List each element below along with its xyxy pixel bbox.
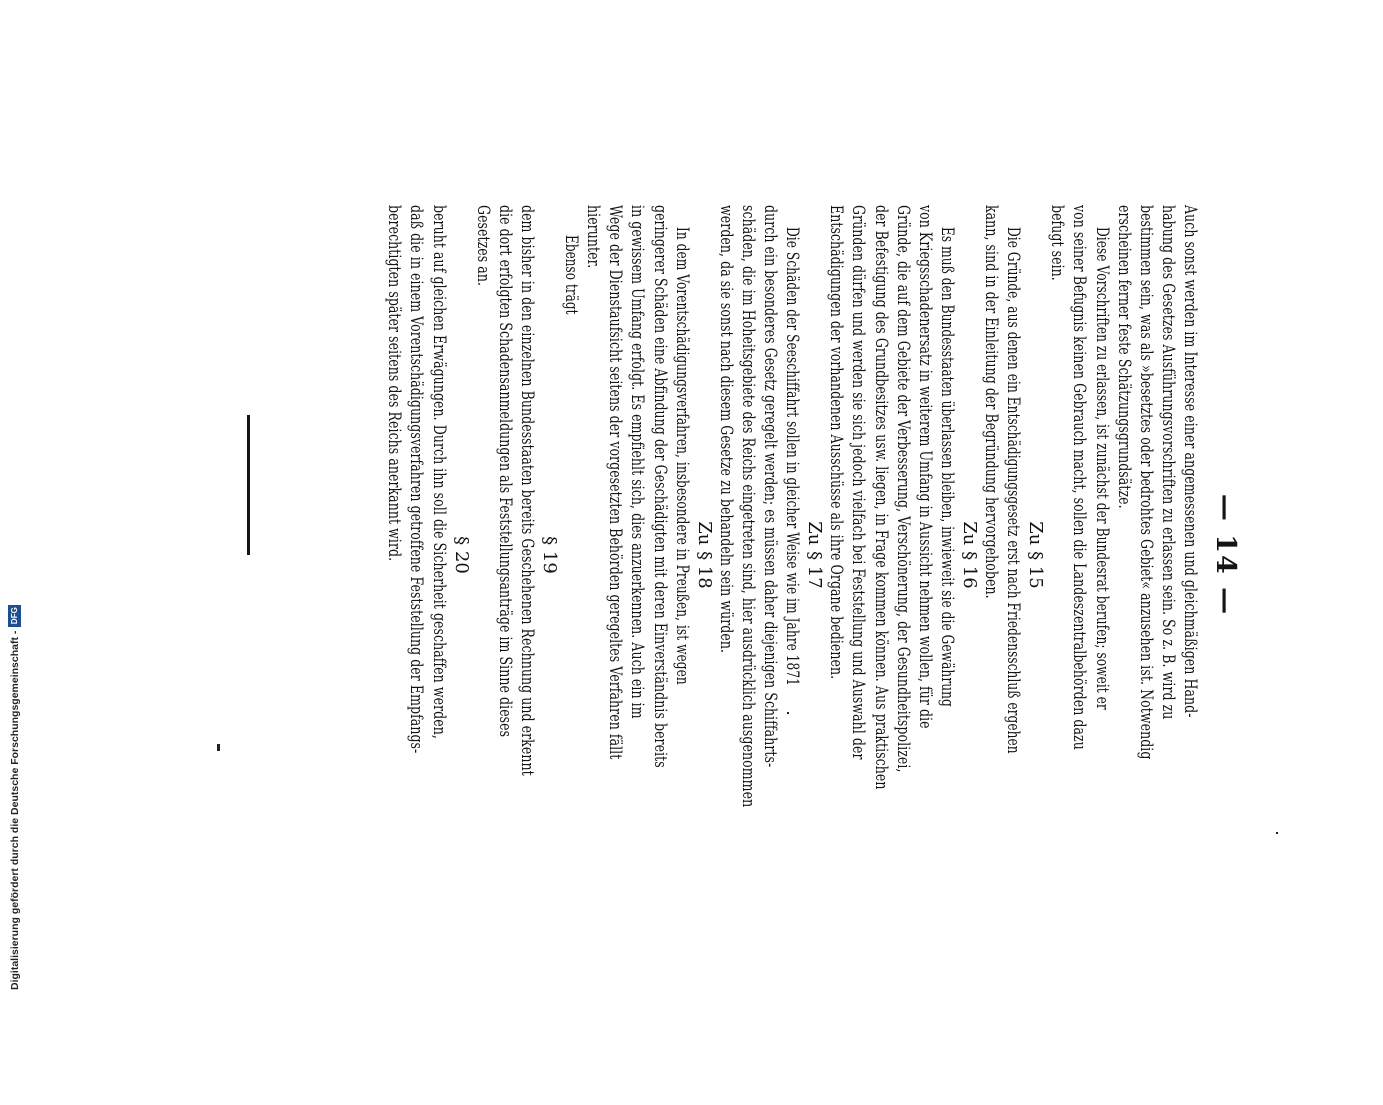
text-line: Diese Vorschriften zu erlassen, ist zunächst der Bundesrat berufen; soweit er bbox=[1091, 227, 1112, 710]
text-line: von Kriegsschadenersatz in weiterem Umfang in Aussicht nehmen wollen, für die bbox=[914, 205, 935, 729]
section-heading: Zu § 18 bbox=[693, 521, 715, 589]
text-line: Gesetzes an. bbox=[472, 205, 493, 287]
text-line: bestimmen sein, was als »besetztes oder bedrohtes Gebiet« anzusehen ist. Notwendig bbox=[1135, 205, 1156, 760]
rotated-text-body bbox=[241, 205, 1241, 1105]
scan-speck bbox=[787, 712, 789, 714]
text-line: habung des Gesetzes Ausführungsvorschriften zu erlassen sein. So z. B. wird zu bbox=[1157, 205, 1178, 720]
text-line: Gründe, die auf dem Gebiete der Verbesserung, Verschönerung, der Gesundheitspolizei, bbox=[892, 205, 913, 773]
text-line: Die Schäden der Seeschiffahrt sollen in gleicher Weise wie im Jahre 1871 bbox=[782, 227, 803, 686]
text-line: dem bisher in den einzelnen Bundesstaaten bereits Geschehenen Rechnung und erkennt bbox=[517, 205, 537, 776]
text-line: Auch sonst werden im Interesse einer angemessenen und gleichmäßigen Hand- bbox=[1180, 205, 1200, 718]
text-line: beruht auf gleichen Erwägungen. Durch ihn soll die Sicherheit geschaffen werden, bbox=[428, 205, 449, 739]
section-heading: Zu § 15 bbox=[1025, 521, 1047, 589]
dfg-logo: DFG bbox=[8, 605, 21, 627]
text-line: Entschädigungen der vorhandenen Ausschüsse als ihre Organe bedienen. bbox=[826, 205, 847, 680]
text-line: von seiner Befugnis keinen Gebrauch macht, sollen die Landeszentralbehörden dazu bbox=[1069, 205, 1090, 750]
text-line: Gründen dürfen und werden sie sich jedoch vielfach bei Feststellung und Auswahl der bbox=[848, 205, 869, 760]
text-line: hierunter. bbox=[583, 205, 604, 269]
scan-speck bbox=[1276, 832, 1278, 834]
section-heading: § 19 bbox=[539, 536, 561, 574]
text-line: Es muß den Bundesstaaten überlassen bleiben, inwieweit sie die Gewährung bbox=[936, 227, 957, 707]
text-line: der Befestigung des Grundbesitzes usw. liegen, in Frage kommen können. Aus praktischen bbox=[870, 205, 891, 790]
text-line: erscheinen ferner feste Schätzungsgrundsätze. bbox=[1113, 205, 1134, 509]
text-line: berechtigten später seitens des Reichs anerkannt wird. bbox=[384, 205, 405, 562]
text-line: schäden, die im Hoheitsgebiete des Reichs eingetreten sind, hier ausdrücklich ausgenommen bbox=[738, 205, 758, 808]
closing-rule bbox=[247, 415, 250, 555]
page-number: — 14 — bbox=[1210, 493, 1241, 617]
section-heading: § 20 bbox=[450, 536, 472, 574]
section-heading: Zu § 17 bbox=[804, 521, 826, 589]
text-line: daß die in einem Vorentschädigungsverfahren getroffene Feststellung der Empfangs- bbox=[406, 205, 427, 754]
text-line: geringerer Schäden eine Abfindung der Geschädigten mit deren Einverständnis bereits bbox=[649, 205, 670, 768]
scan-speck bbox=[217, 744, 220, 751]
digitization-credit bbox=[8, 605, 21, 990]
text-line: In dem Vorentschädigungsverfahren, insbesondere in Preußen, ist wegen bbox=[671, 227, 692, 685]
text-line: durch ein besonderes Gesetz geregelt werden; es müssen daher diejenigen Schiffahrts- bbox=[760, 205, 781, 768]
text-line: Ebenso trägt bbox=[561, 235, 582, 315]
text-line: befugt sein. bbox=[1047, 205, 1068, 281]
section-heading: Zu § 16 bbox=[959, 521, 980, 589]
text-line: Die Gründe, aus denen ein Entschädigungsgesetz erst nach Friedensschluß ergehen bbox=[1003, 227, 1024, 754]
text-line: die dort erfolgten Schadensanmeldungen als Feststellungsanträge im Sinne dieses bbox=[494, 205, 515, 738]
text-line: werden, da sie sonst nach diesem Gesetze zu behandeln sein würden. bbox=[715, 205, 736, 654]
text-line: in gewissem Umfang erfolgt. Es empfiehlt sich, dies anzuerkennen. Auch ein im bbox=[627, 205, 648, 719]
text-line: Wege der Dienstaufsicht seitens der vorgesetzten Behörden geregeltes Verfahren fällt bbox=[605, 205, 626, 760]
credit-text: Digitalisierung gefördert durch die Deutsche Forschungsgemeinschaft - bbox=[8, 630, 21, 990]
text-line: kann, sind in der Einleitung der Begründung hervorgehoben. bbox=[981, 205, 1002, 599]
